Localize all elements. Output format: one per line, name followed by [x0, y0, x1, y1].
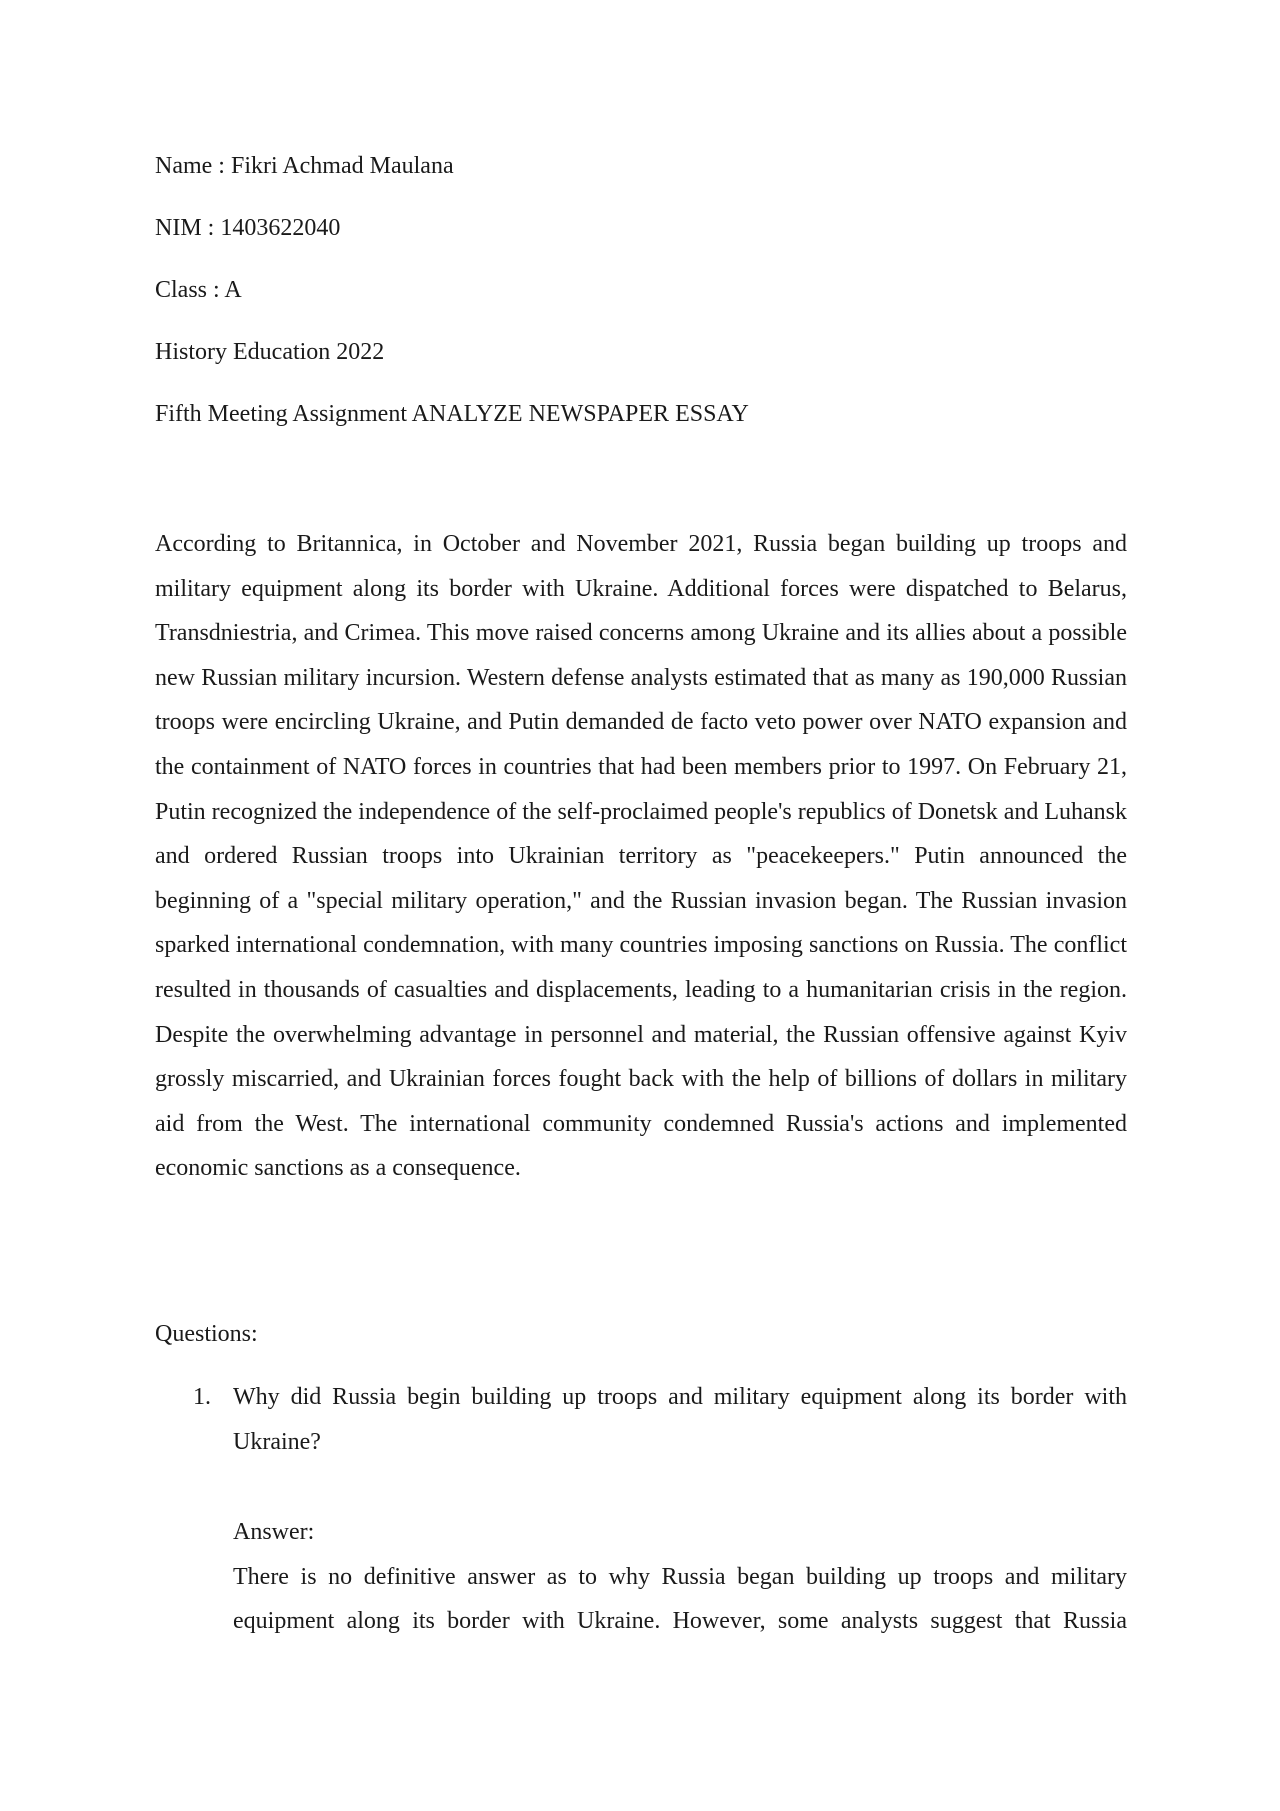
question-item: [155, 1375, 1127, 1644]
student-header: [155, 152, 1127, 428]
student-class: Class : A: [155, 277, 242, 303]
study-program: History Education 2022: [155, 339, 385, 365]
student-name: Name : Fikri Achmad Maulana: [155, 153, 454, 179]
answer-text: There is no definitive answer as to why Russia began building up troops and military equipment along its border with Ukraine. However, some analysts suggest that Russia: [233, 1563, 1127, 1635]
questions-heading: Questions:: [155, 1321, 258, 1347]
student-nim: NIM : 1403622040: [155, 215, 341, 241]
essay-paragraph: According to Britannica, in October and November 2021, Russia began building up troops and military equipment along its border with Ukraine. Additional forces were dispatched to Belarus, Transdniestria, and Crimea. This move raised concerns among Ukraine and its allies about a possible new Russian military incursion. Western defense analysts estimated that as many as 190,000 Russian troops were encircling Ukraine, and Putin demanded de facto veto power over NATO expansion and the containment of NATO forces in countries that had been members prior to 1997. On February 21, Putin recognized the independence of the self-proclaimed people's republics of Donetsk and Luhansk and ordered Russian troops into Ukrainian territory as "peacekeepers." Putin announced the beginning of a "special military operation," and the Russian invasion began. The Russian invasion sparked international condemnation, with many countries imposing sanctions on Russia. The conflict resulted in thousands of casualties and displacements, leading to a humanitarian crisis in the region. Despite the overwhelming advantage in personnel and material, the Russian offensive against Kyiv grossly miscarried, and Ukrainian forces fought back with the help of billions of dollars in military aid from the West. The international community condemned Russia's actions and implemented economic sanctions as a consequence.: [155, 531, 1128, 1182]
question-list: [155, 1375, 1127, 1644]
assignment-title: Fifth Meeting Assignment ANALYZE NEWSPAPER ESSAY: [155, 401, 749, 427]
answer-label: Answer:: [233, 1519, 315, 1546]
question-number: 1.: [193, 1384, 211, 1410]
question-text: Why did Russia begin building up troops and military equipment along its border with Ukraine?: [233, 1384, 1127, 1455]
